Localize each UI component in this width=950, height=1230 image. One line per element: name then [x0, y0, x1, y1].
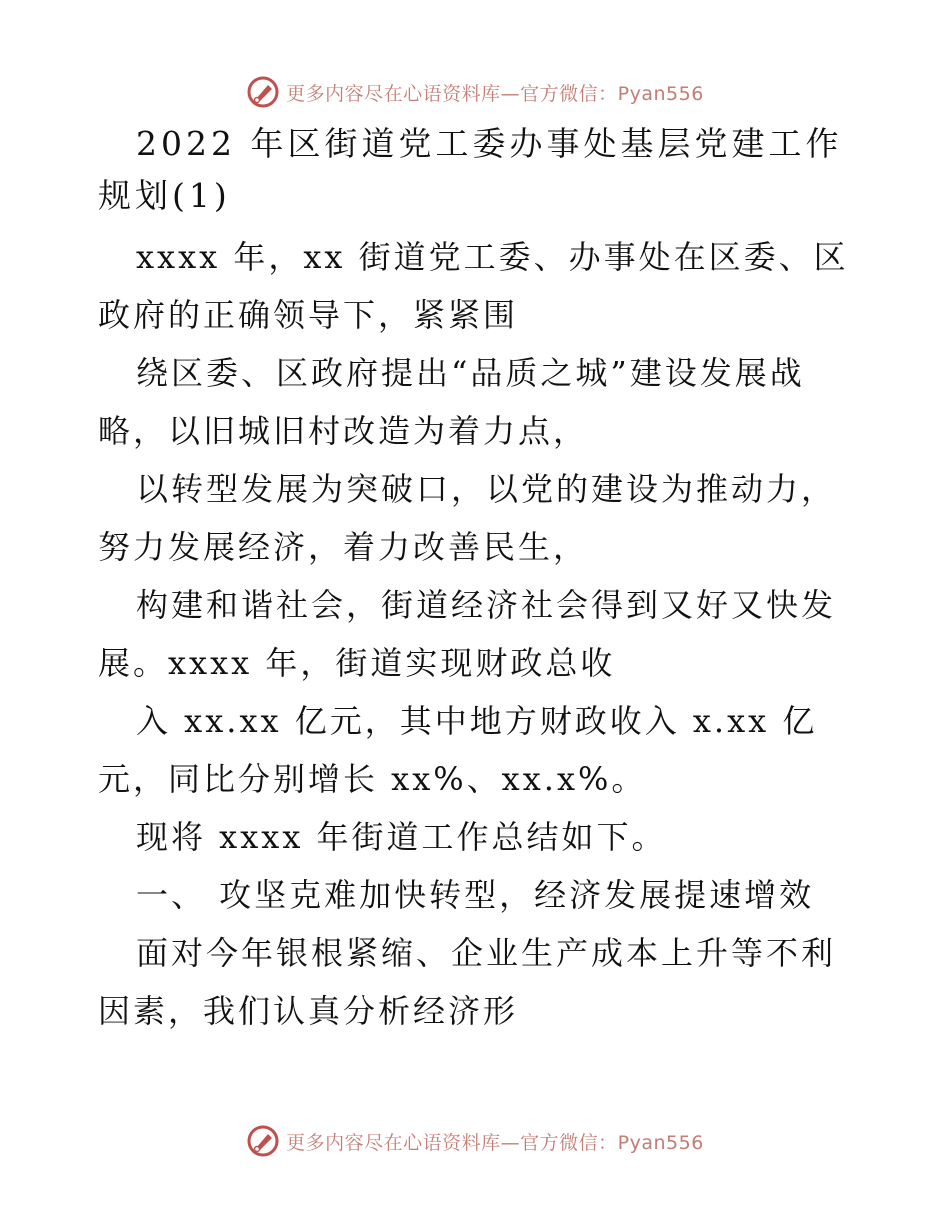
watermark-text: 更多内容尽在心语资料库—官方微信：Pyan556	[286, 82, 704, 105]
header-watermark	[0, 72, 950, 112]
paragraph: 面对今年银根紧缩、企业生产成本上升等不利因素，我们认真分析经济形	[98, 934, 837, 1030]
paragraph: 构建和谐社会，街道经济社会得到又好又快发展。xxxx 年，街道实现财政总收	[98, 586, 837, 682]
paragraph: 现将 xxxx 年街道工作总结如下。	[136, 818, 667, 856]
paragraph: xxxx 年，xx 街道党工委、办事处在区委、区政府的正确领导下，紧紧围	[98, 238, 849, 334]
document-body	[98, 118, 858, 1040]
document-title: 2022 年区街道党工委办事处基层党建工作规划(1)	[98, 124, 843, 215]
pen-nib-logo-icon	[246, 1124, 280, 1158]
paragraph: 以转型发展为突破口，以党的建设为推动力，努力发展经济，着力改善民生，	[98, 470, 837, 566]
paragraph: 入 xx.xx 亿元，其中地方财政收入 x.xx 亿元，同比分别增长 xx%、xx.x%。	[98, 702, 818, 798]
footer-watermark	[0, 1121, 950, 1161]
section-heading: 一、 攻坚克难加快转型，经济发展提速增效	[136, 876, 815, 914]
watermark-text: 更多内容尽在心语资料库—官方微信：Pyan556	[286, 1131, 704, 1154]
pen-nib-logo-icon	[246, 75, 280, 109]
paragraph: 绕区委、区政府提出“品质之城”建设发展战略，以旧城旧村改造为着力点，	[98, 354, 805, 450]
